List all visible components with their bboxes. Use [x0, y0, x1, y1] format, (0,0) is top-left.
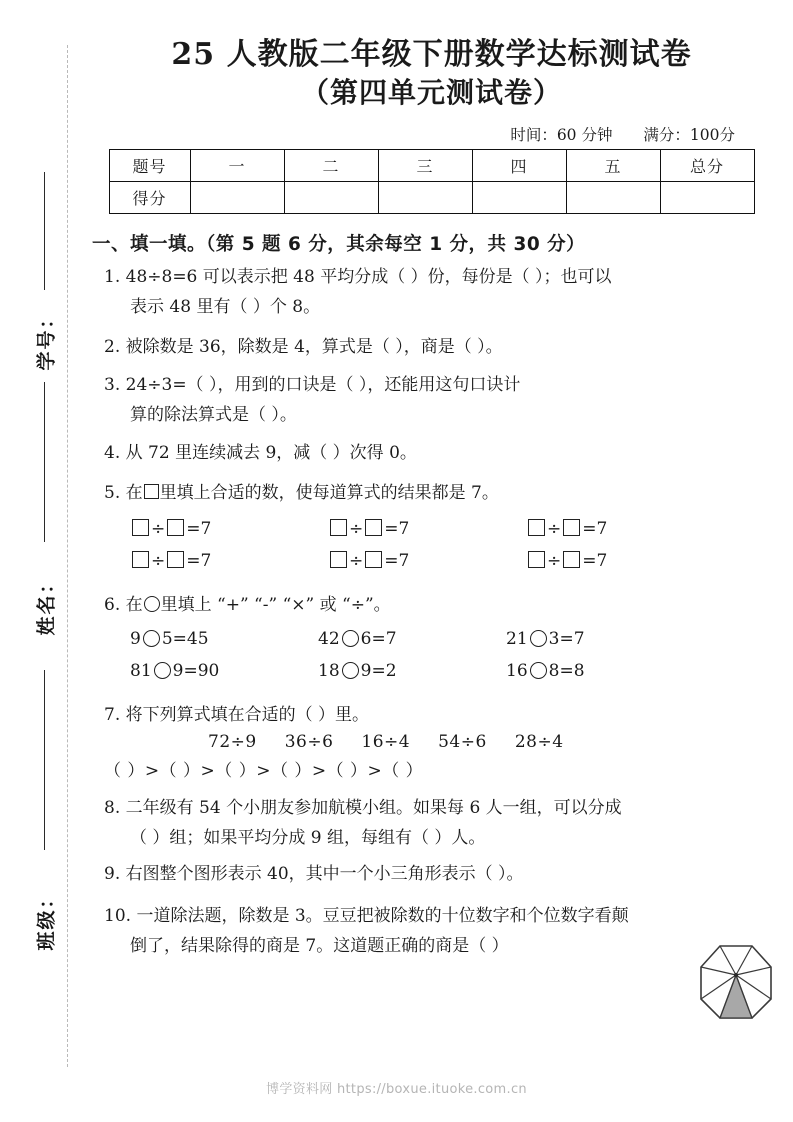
q6-item-5 — [506, 656, 694, 686]
question-10-line-2: 倒了，结果除得的商是 7。这道题正确的商是（ ） — [130, 936, 509, 957]
question-7-line-1: 7. 将下列算式填在合适的（ ）里。 — [104, 705, 370, 726]
table-row-question-numbers — [109, 150, 754, 182]
question-2-line-1: 2. 被除数是 36，除数是 4，算式是（ ），商是（ ）。 — [104, 337, 503, 358]
answer-circle[interactable] — [530, 662, 547, 679]
answer-box[interactable] — [365, 519, 382, 536]
total-points: 满分：100分 — [643, 126, 735, 145]
answer-circle[interactable] — [530, 630, 547, 647]
question-9 — [104, 859, 763, 889]
question-7-compare-row[interactable]: （ ）>（ ）>（ ）>（ ）>（ ）>（ ） — [104, 761, 424, 782]
q5-op-5: ÷ — [547, 551, 562, 572]
score-col-header-2: 三 — [378, 150, 472, 182]
title-sub: （第四单元测试卷） — [300, 75, 562, 109]
score-table — [109, 149, 755, 214]
q6-item-3 — [130, 656, 318, 686]
q6-left-2: 21 — [506, 629, 528, 650]
watermark-text: 博学资料网 https://boxue.ituoke.com.cn — [266, 1082, 527, 1097]
answer-box[interactable] — [563, 551, 580, 568]
question-4-line-1: 4. 从 72 里连续减去 9，减（ ）次得 0。 — [104, 443, 417, 464]
question-6-prompt-b: 里填上 “+” “-” “×” 或 “÷”。 — [160, 595, 391, 616]
q6-right-1: 6=7 — [360, 629, 397, 650]
answer-box[interactable] — [167, 551, 184, 568]
section-heading-1: 一、填一填。（第 5 题 6 分，其余每空 1 分，共 30 分） — [92, 234, 586, 256]
question-7 — [104, 700, 763, 730]
question-5-prompt — [104, 478, 763, 508]
question-5-grid-row-1 — [130, 514, 793, 544]
table-row-scores — [109, 182, 754, 214]
circle-blank-icon — [144, 596, 160, 612]
question-8-line-1: 8. 二年级有 54 个小朋友参加航模小组。如果每 6 人一组，可以分成 — [104, 798, 622, 819]
q7-expr-4: 28÷4 — [514, 732, 564, 753]
time-allowed: 时间：60 分钟 — [510, 126, 613, 145]
score-cell-3[interactable] — [472, 182, 566, 214]
q5-item-4 — [328, 546, 526, 576]
question-3-line-1: 3. 24÷3=（ ），用到的口诀是（ ），还能用这句口诀计 — [104, 375, 521, 396]
question-5 — [104, 478, 763, 508]
q6-item-2 — [506, 624, 694, 654]
score-col-header-0: 一 — [190, 150, 284, 182]
question-3-line-2: 算的除法算式是（ ）。 — [130, 405, 297, 426]
left-margin-strip — [0, 0, 70, 1122]
q6-left-0: 9 — [130, 629, 141, 650]
fold-dashed-line — [67, 45, 68, 1067]
q6-item-4 — [318, 656, 506, 686]
q5-res-2: =7 — [582, 519, 608, 540]
q6-left-3: 81 — [130, 661, 152, 682]
answer-box[interactable] — [365, 551, 382, 568]
q5-res-4: =7 — [384, 551, 410, 572]
question-1-line-2: 表示 48 里有（ ）个 8。 — [130, 297, 321, 318]
q6-item-1 — [318, 624, 506, 654]
question-8-line-2: （ ）组；如果平均分成 9 组，每组有（ ）人。 — [130, 828, 486, 849]
q5-op-4: ÷ — [349, 551, 364, 572]
question-1-line-1: 1. 48÷8=6 可以表示把 48 平均分成（ ）份，每份是（ ）；也可以 — [104, 267, 612, 288]
q6-item-0 — [130, 624, 318, 654]
question-6-prompt — [104, 590, 763, 620]
answer-box[interactable] — [167, 519, 184, 536]
q6-right-2: 3=7 — [548, 629, 585, 650]
question-6 — [104, 590, 763, 620]
question-6-row-2 — [130, 656, 793, 686]
question-10 — [104, 901, 763, 961]
octagon-figure-icon — [697, 942, 775, 1022]
score-col-header-5: 总分 — [660, 150, 754, 182]
answer-box[interactable] — [563, 519, 580, 536]
q5-op-0: ÷ — [151, 519, 166, 540]
margin-label-class: 班级： — [35, 887, 58, 951]
q5-op-3: ÷ — [151, 551, 166, 572]
q7-expr-0: 72÷9 — [208, 732, 257, 753]
answer-circle[interactable] — [154, 662, 171, 679]
answer-box[interactable] — [528, 551, 545, 568]
q7-expr-1: 36÷6 — [284, 732, 334, 753]
score-table-row-label-0: 题号 — [109, 150, 190, 182]
margin-rule-3 — [44, 670, 45, 850]
question-8 — [104, 793, 763, 853]
q6-right-3: 9=90 — [172, 661, 220, 682]
score-table-row-label-1: 得分 — [109, 182, 190, 214]
question-4 — [104, 438, 763, 468]
margin-label-name: 姓名： — [35, 572, 58, 636]
q5-op-2: ÷ — [547, 519, 562, 540]
answer-box[interactable] — [330, 519, 347, 536]
answer-circle[interactable] — [342, 630, 359, 647]
question-10-line-1: 10. 一道除法题，除数是 3。豆豆把被除数的十位数字和个位数字看颠 — [104, 906, 629, 927]
question-3 — [104, 370, 763, 430]
page-title — [70, 36, 793, 111]
score-cell-1[interactable] — [284, 182, 378, 214]
q6-left-4: 18 — [318, 661, 340, 682]
margin-rule-1 — [44, 172, 45, 290]
exam-meta — [70, 123, 735, 145]
question-5-prompt-a: 5. 在 — [104, 483, 143, 504]
q6-left-1: 42 — [318, 629, 340, 650]
q5-item-3 — [130, 546, 328, 576]
question-2 — [104, 332, 763, 362]
answer-box[interactable] — [528, 519, 545, 536]
q5-item-1 — [328, 514, 526, 544]
question-6-row-1 — [130, 624, 793, 654]
question-9-line-1: 9. 右图整个图形表示 40，其中一个小三角形表示（ ）。 — [104, 864, 524, 885]
score-cell-4[interactable] — [566, 182, 660, 214]
question-1 — [104, 262, 763, 322]
answer-circle[interactable] — [143, 630, 160, 647]
question-5-prompt-b: 里填上合适的数，使每道算式的结果都是 7。 — [159, 483, 499, 504]
score-cell-5[interactable] — [660, 182, 754, 214]
score-cell-2[interactable] — [378, 182, 472, 214]
square-box-icon — [144, 484, 159, 499]
q5-res-1: =7 — [384, 519, 410, 540]
q5-item-5 — [526, 546, 724, 576]
margin-rule-2 — [44, 382, 45, 542]
q5-item-2 — [526, 514, 724, 544]
q5-op-1: ÷ — [349, 519, 364, 540]
score-col-header-1: 二 — [284, 150, 378, 182]
question-7-expressions — [70, 732, 793, 752]
score-col-header-4: 五 — [566, 150, 660, 182]
question-6-prompt-a: 6. 在 — [104, 595, 143, 616]
q6-right-5: 8=8 — [548, 661, 585, 682]
question-5-grid-row-2 — [130, 546, 793, 576]
q5-res-3: =7 — [186, 551, 212, 572]
q6-left-5: 16 — [506, 661, 528, 682]
score-col-header-3: 四 — [472, 150, 566, 182]
q7-expr-2: 16÷4 — [361, 732, 411, 753]
answer-box[interactable] — [132, 551, 149, 568]
answer-box[interactable] — [330, 551, 347, 568]
q6-right-0: 5=45 — [161, 629, 209, 650]
title-main: 25 人教版二年级下册数学达标测试卷 — [171, 37, 692, 72]
answer-circle[interactable] — [342, 662, 359, 679]
margin-label-student-id: 学号： — [35, 307, 58, 371]
score-cell-0[interactable] — [190, 182, 284, 214]
exam-sheet — [70, 0, 793, 1122]
q7-expr-3: 54÷6 — [438, 732, 487, 753]
q5-res-0: =7 — [186, 519, 212, 540]
q6-right-4: 9=2 — [360, 661, 397, 682]
q5-res-5: =7 — [582, 551, 608, 572]
q5-item-0 — [130, 514, 328, 544]
answer-box[interactable] — [132, 519, 149, 536]
